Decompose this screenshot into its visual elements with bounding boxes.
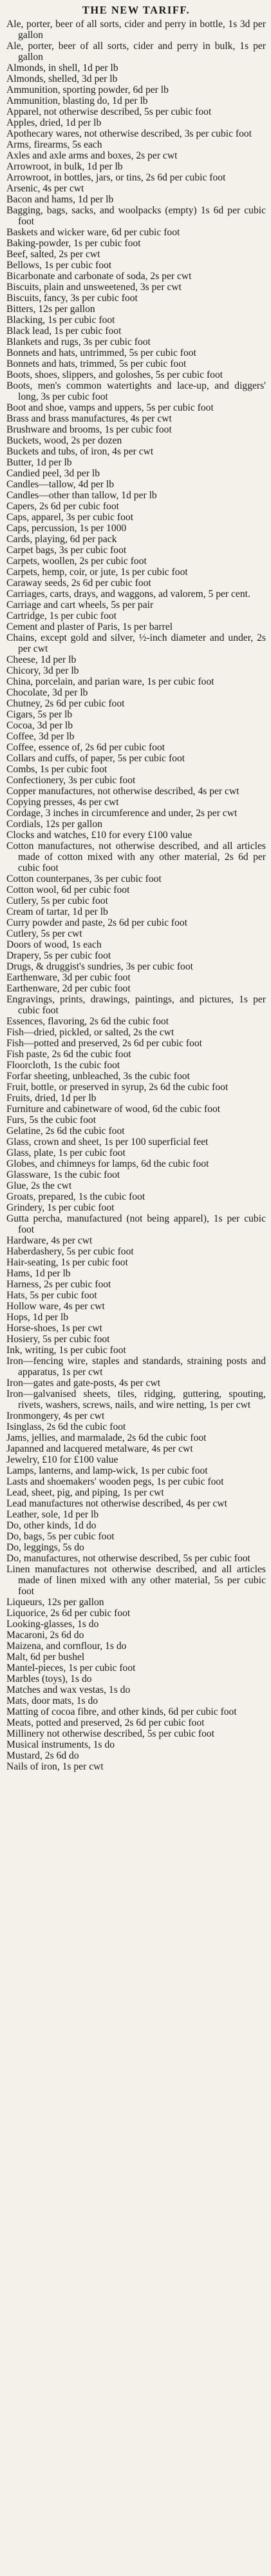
tariff-entry: Arrowroot, in bulk, 1d per lb — [6, 161, 123, 172]
tariff-entry: Maizena, and cornflour, 1s do — [6, 1641, 127, 1652]
tariff-entry: Bonnets and hats, trimmed, 5s per cubic foot — [6, 358, 187, 369]
tariff-entry-list — [6, 19, 266, 1772]
tariff-entry: Hosiery, 5s per cubic foot — [6, 1334, 110, 1345]
tariff-entry: Ink, writing, 1s per cubic foot — [6, 1345, 126, 1356]
tariff-entry: Hardware, 4s per cwt — [6, 1235, 93, 1246]
tariff-entry: Coffee, essence of, 2s 6d per cubic foot — [6, 742, 165, 753]
tariff-entry: Capers, 2s 6d per cubic foot — [6, 501, 119, 512]
tariff-entry: Cartridge, 1s per cubic foot — [6, 610, 117, 621]
tariff-entry: Candied peel, 3d per lb — [6, 468, 100, 479]
tariff-entry: Baskets and wicker ware, 6d per cubic foot — [6, 227, 180, 238]
tariff-entry: Candles—other than tallow, 1d per lb — [6, 490, 157, 501]
tariff-entry: Curry powder and paste, 2s 6d per cubic foot — [6, 917, 188, 928]
tariff-entry: Almonds, shelled, 3d per lb — [6, 73, 118, 84]
tariff-entry: Blankets and rugs, 3s per cubic foot — [6, 337, 151, 347]
tariff-entry: Carpet bags, 3s per cubic foot — [6, 545, 127, 556]
tariff-entry: Earthenware, 3d per cubic foot — [6, 972, 131, 983]
tariff-entry: Cheese, 1d per lb — [6, 654, 77, 665]
tariff-entry: Bacon and hams, 1d per lb — [6, 194, 114, 205]
tariff-entry: Furniture and cabinetware of wood, 6d the cubic foot — [6, 1104, 221, 1115]
tariff-entry: Cutlery, 5s per cubic foot — [6, 895, 108, 906]
tariff-entry: Butter, 1d per lb — [6, 457, 72, 468]
tariff-entry: Caps, apparel, 3s per cubic foot — [6, 512, 134, 523]
tariff-entry: Fish—potted and preserved, 2s 6d per cubic foot — [6, 1038, 203, 1049]
tariff-entry: Matches and wax vestas, 1s do — [6, 1684, 131, 1695]
tariff-entry: Carpets, hemp, coir, or jute, 1s per cubic foot — [6, 567, 188, 578]
tariff-entry: Bicarbonate and carbonate of soda, 2s per cwt — [6, 271, 192, 282]
tariff-entry: Earthenware, 2d per cubic foot — [6, 983, 131, 994]
tariff-entry: Apothecary wares, not otherwise described, 3s per cubic foot — [6, 128, 252, 139]
tariff-entry: Apparel, not otherwise described, 5s per cubic foot — [6, 106, 212, 117]
tariff-entry: Candles—tallow, 4d per lb — [6, 479, 115, 490]
tariff-entry: Ironmongery, 4s per cwt — [6, 1410, 105, 1421]
tariff-entry: Looking-glasses, 1s do — [6, 1619, 99, 1630]
tariff-entry: Doors of wood, 1s each — [6, 939, 102, 950]
tariff-entry: Hats, 5s per cubic foot — [6, 1290, 97, 1301]
tariff-entry: Hollow ware, 4s per cwt — [6, 1301, 105, 1312]
tariff-entry: Millinery not otherwise described, 5s per cubic foot — [6, 1728, 215, 1739]
tariff-entry: Do, other kinds, 1d do — [6, 1520, 97, 1531]
tariff-entry: Ammunition, sporting powder, 6d per lb — [6, 84, 169, 95]
tariff-entry: China, porcelain, and parian ware, 1s per cubic foot — [6, 676, 214, 687]
tariff-entry: Cordage, 3 inches in circumference and under, 2s per cwt — [6, 808, 238, 819]
tariff-entry: Boot and shoe, vamps and uppers, 5s per cubic foot — [6, 402, 214, 413]
tariff-entry: Musical instruments, 1s do — [6, 1739, 115, 1750]
tariff-entry: Copper manufactures, not otherwise described, 4s per cwt — [6, 786, 239, 797]
tariff-entry: Iron—fencing wire, staples and standards, straining posts and apparatus, 1s per cwt — [6, 1356, 266, 1378]
tariff-entry: Lead manufactures not otherwise described, 4s per cwt — [6, 1498, 227, 1509]
tariff-entry: Copying presses, 4s per cwt — [6, 797, 119, 808]
tariff-entry: Liquorice, 2s 6d per cubic foot — [6, 1608, 131, 1619]
tariff-entry: Lead, sheet, pig, and piping, 1s per cwt — [6, 1487, 164, 1498]
tariff-entry: Bagging, bags, sacks, and woolpacks (empty) 1s 6d per cubic foot — [6, 205, 266, 227]
tariff-entry: Cutlery, 5s per cwt — [6, 928, 82, 939]
tariff-entry: Iron—gates and gate-posts, 4s per cwt — [6, 1378, 161, 1389]
tariff-entry: Baking-powder, 1s per cubic foot — [6, 238, 141, 249]
tariff-entry: Chocolate, 3d per lb — [6, 687, 88, 698]
tariff-entry: Mantel-pieces, 1s per cubic foot — [6, 1663, 136, 1673]
tariff-entry: Grindery, 1s per cubic foot — [6, 1202, 115, 1213]
tariff-entry: Cream of tartar, 1d per lb — [6, 906, 108, 917]
tariff-entry: Do, bags, 5s per cubic foot — [6, 1531, 115, 1542]
tariff-entry: Groats, prepared, 1s the cubic foot — [6, 1191, 145, 1202]
tariff-entry: Coffee, 3d per lb — [6, 731, 75, 742]
tariff-entry: Apples, dried, 1d per lb — [6, 117, 102, 128]
tariff-entry: Essences, flavoring, 2s 6d the cubic foot — [6, 1016, 169, 1027]
tariff-entry: Cotton counterpanes, 3s per cubic foot — [6, 873, 162, 884]
tariff-entry: Isinglass, 2s 6d the cubic foot — [6, 1421, 126, 1432]
tariff-entry: Cordials, 12s per gallon — [6, 819, 102, 830]
tariff-entry: Almonds, in shell, 1d per lb — [6, 63, 118, 73]
tariff-entry: Chutney, 2s 6d per cubic foot — [6, 698, 125, 709]
tariff-entry: Clocks and watches, £10 for every £100 value — [6, 830, 192, 841]
tariff-entry: Cocoa, 3d per lb — [6, 720, 73, 731]
tariff-entry: Buckets, wood, 2s per dozen — [6, 435, 122, 446]
tariff-entry: Cotton wool, 6d per cubic foot — [6, 884, 130, 895]
tariff-entry: Do, manufactures, not otherwise described, 5s per cubic foot — [6, 1553, 250, 1564]
tariff-entry: Fish—dried, pickled, or salted, 2s the cwt — [6, 1027, 174, 1038]
tariff-entry: Drugs, & druggist's sundries, 3s per cubic foot — [6, 961, 193, 972]
tariff-entry: Black lead, 1s per cubic foot — [6, 326, 122, 337]
tariff-entry: Liqueurs, 12s per gallon — [6, 1597, 104, 1608]
tariff-entry: Fruits, dried, 1d per lb — [6, 1093, 97, 1104]
tariff-entry: Combs, 1s per cubic foot — [6, 764, 107, 775]
tariff-entry: Hair-seating, 1s per cubic foot — [6, 1257, 128, 1268]
tariff-entry: Japanned and lacquered metalware, 4s per cwt — [6, 1443, 193, 1454]
tariff-entry: Gelatine, 2s 6d the cubic foot — [6, 1126, 125, 1137]
tariff-entry: Bellows, 1s per cubic foot — [6, 260, 112, 271]
tariff-entry: Arsenic, 4s per cwt — [6, 183, 84, 194]
tariff-entry: Biscuits, fancy, 3s per cubic foot — [6, 293, 138, 304]
tariff-entry: Ammunition, blasting do, 1d per lb — [6, 95, 148, 106]
tariff-entry: Ale, porter, beer of all sorts, cider and perry in bulk, 1s per gallon — [6, 41, 266, 63]
tariff-entry: Horse-shoes, 1s per cwt — [6, 1323, 102, 1334]
tariff-entry: Bitters, 12s per gallon — [6, 304, 95, 315]
tariff-entry: Haberdashery, 5s per cubic foot — [6, 1246, 134, 1257]
tariff-entry: Brass and brass manufactures, 4s per cwt — [6, 413, 172, 424]
tariff-entry: Caps, percussion, 1s per 1000 — [6, 523, 127, 534]
tariff-entry: Glassware, 1s the cubic foot — [6, 1169, 120, 1180]
tariff-entry: Jams, jellies, and marmalade, 2s 6d the cubic foot — [6, 1432, 207, 1443]
tariff-entry: Carpets, woollen, 2s per cubic foot — [6, 556, 147, 567]
tariff-entry: Linen manufactures not otherwise described, and all articles made of linen mixed with any other material, 5s per cubic foot — [6, 1564, 266, 1597]
tariff-entry: Malt, 6d per bushel — [6, 1652, 85, 1663]
tariff-entry: Collars and cuffs, of paper, 5s per cubic foot — [6, 753, 185, 764]
tariff-entry: Blacking, 1s per cubic foot — [6, 315, 115, 326]
tariff-entry: Glass, plate, 1s per cubic foot — [6, 1147, 126, 1158]
tariff-entry: Boots, shoes, slippers, and goloshes, 5s per cubic foot — [6, 369, 223, 380]
tariff-entry: Mats, door mats, 1s do — [6, 1695, 98, 1706]
tariff-entry: Globes, and chimneys for lamps, 6d the cubic foot — [6, 1158, 209, 1169]
tariff-entry: Confectionery, 3s per cubic foot — [6, 775, 136, 786]
tariff-entry: Macaroni, 2s 6d do — [6, 1630, 84, 1641]
tariff-entry: Engravings, prints, drawings, paintings, and pictures, 1s per cubic foot — [6, 994, 266, 1016]
tariff-entry: Glass, crown and sheet, 1s per 100 superficial feet — [6, 1137, 209, 1147]
tariff-entry: Chains, except gold and silver, ½-inch diameter and under, 2s per cwt — [6, 632, 266, 654]
tariff-entry: Cigars, 5s per lb — [6, 709, 73, 720]
tariff-entry: Buckets and tubs, of iron, 4s per cwt — [6, 446, 154, 457]
tariff-entry: Do, leggings, 5s do — [6, 1542, 84, 1553]
tariff-entry: Meats, potted and preserved, 2s 6d per cubic foot — [6, 1717, 205, 1728]
tariff-entry: Arrowroot, in bottles, jars, or tins, 2s 6d per cubic foot — [6, 172, 226, 183]
tariff-entry: Forfar sheeting, unbleached, 3s the cubic foot — [6, 1071, 190, 1082]
tariff-entry: Cards, playing, 6d per pack — [6, 534, 117, 545]
tariff-entry: Chicory, 3d per lb — [6, 665, 79, 676]
tariff-entry: Caraway seeds, 2s 6d per cubic foot — [6, 578, 151, 589]
tariff-entry: Fish paste, 2s 6d the cubic foot — [6, 1049, 131, 1060]
tariff-entry: Jewelry, £10 for £100 value — [6, 1454, 118, 1465]
tariff-entry: Biscuits, plain and unsweetened, 3s per cwt — [6, 282, 182, 293]
tariff-entry: Leather, sole, 1d per lb — [6, 1509, 99, 1520]
tariff-entry: Floorcloth, 1s the cubic foot — [6, 1060, 120, 1071]
tariff-entry: Carriage and cart wheels, 5s per pair — [6, 600, 154, 610]
tariff-entry: Lasts and shoemakers' wooden pegs, 1s per cubic foot — [6, 1476, 224, 1487]
tariff-entry: Ale, porter, beer of all sorts, cider and perry in bottle, 1s 3d per gallon — [6, 19, 266, 41]
tariff-entry: Furs, 5s the cubic foot — [6, 1115, 97, 1126]
tariff-entry: Glue, 2s the cwt — [6, 1180, 72, 1191]
tariff-entry: Cement and plaster of Paris, 1s per barrel — [6, 621, 173, 632]
tariff-entry: Nails of iron, 1s per cwt — [6, 1761, 104, 1772]
tariff-entry: Bonnets and hats, untrimmed, 5s per cubic foot — [6, 347, 196, 358]
tariff-entry: Boots, men's common watertights and lace-up, and diggers' long, 3s per cubic foot — [6, 380, 266, 402]
document-title: THE NEW TARIFF. — [82, 4, 191, 16]
tariff-entry: Fruit, bottle, or preserved in syrup, 2s 6d the cubic foot — [6, 1082, 229, 1093]
tariff-entry: Matting of cocoa fibre, and other kinds, 6d per cubic foot — [6, 1706, 237, 1717]
tariff-entry: Harness, 2s per cubic foot — [6, 1279, 111, 1290]
tariff-entry: Carriages, carts, drays, and waggons, ad valorem, 5 per cent. — [6, 589, 250, 600]
tariff-entry: Arms, firearms, 5s each — [6, 139, 102, 150]
tariff-entry: Beef, salted, 2s per cwt — [6, 249, 100, 260]
tariff-entry: Mustard, 2s 6d do — [6, 1750, 79, 1761]
tariff-entry: Lamps, lanterns, and lamp-wick, 1s per cubic foot — [6, 1465, 208, 1476]
tariff-entry: Axles and axle arms and boxes, 2s per cwt — [6, 150, 178, 161]
tariff-entry: Marbles (toys), 1s do — [6, 1673, 92, 1684]
tariff-entry: Hams, 1d per lb — [6, 1268, 71, 1279]
tariff-entry: Iron—galvanised sheets, tiles, ridging, guttering, spouting, rivets, washers, screws, nails, and wire netting, 1s per cwt — [6, 1389, 266, 1410]
tariff-entry: Drapery, 5s per cubic foot — [6, 950, 111, 961]
tariff-entry: Brushware and brooms, 1s per cubic foot — [6, 424, 172, 435]
tariff-entry: Gutta percha, manufactured (not being apparel), 1s per cubic foot — [6, 1213, 266, 1235]
tariff-entry: Cotton manufactures, not otherwise described, and all articles made of cotton mixed with any other material, 2s 6d per cubic foot — [6, 841, 266, 873]
tariff-entry: Hops, 1d per lb — [6, 1312, 69, 1323]
